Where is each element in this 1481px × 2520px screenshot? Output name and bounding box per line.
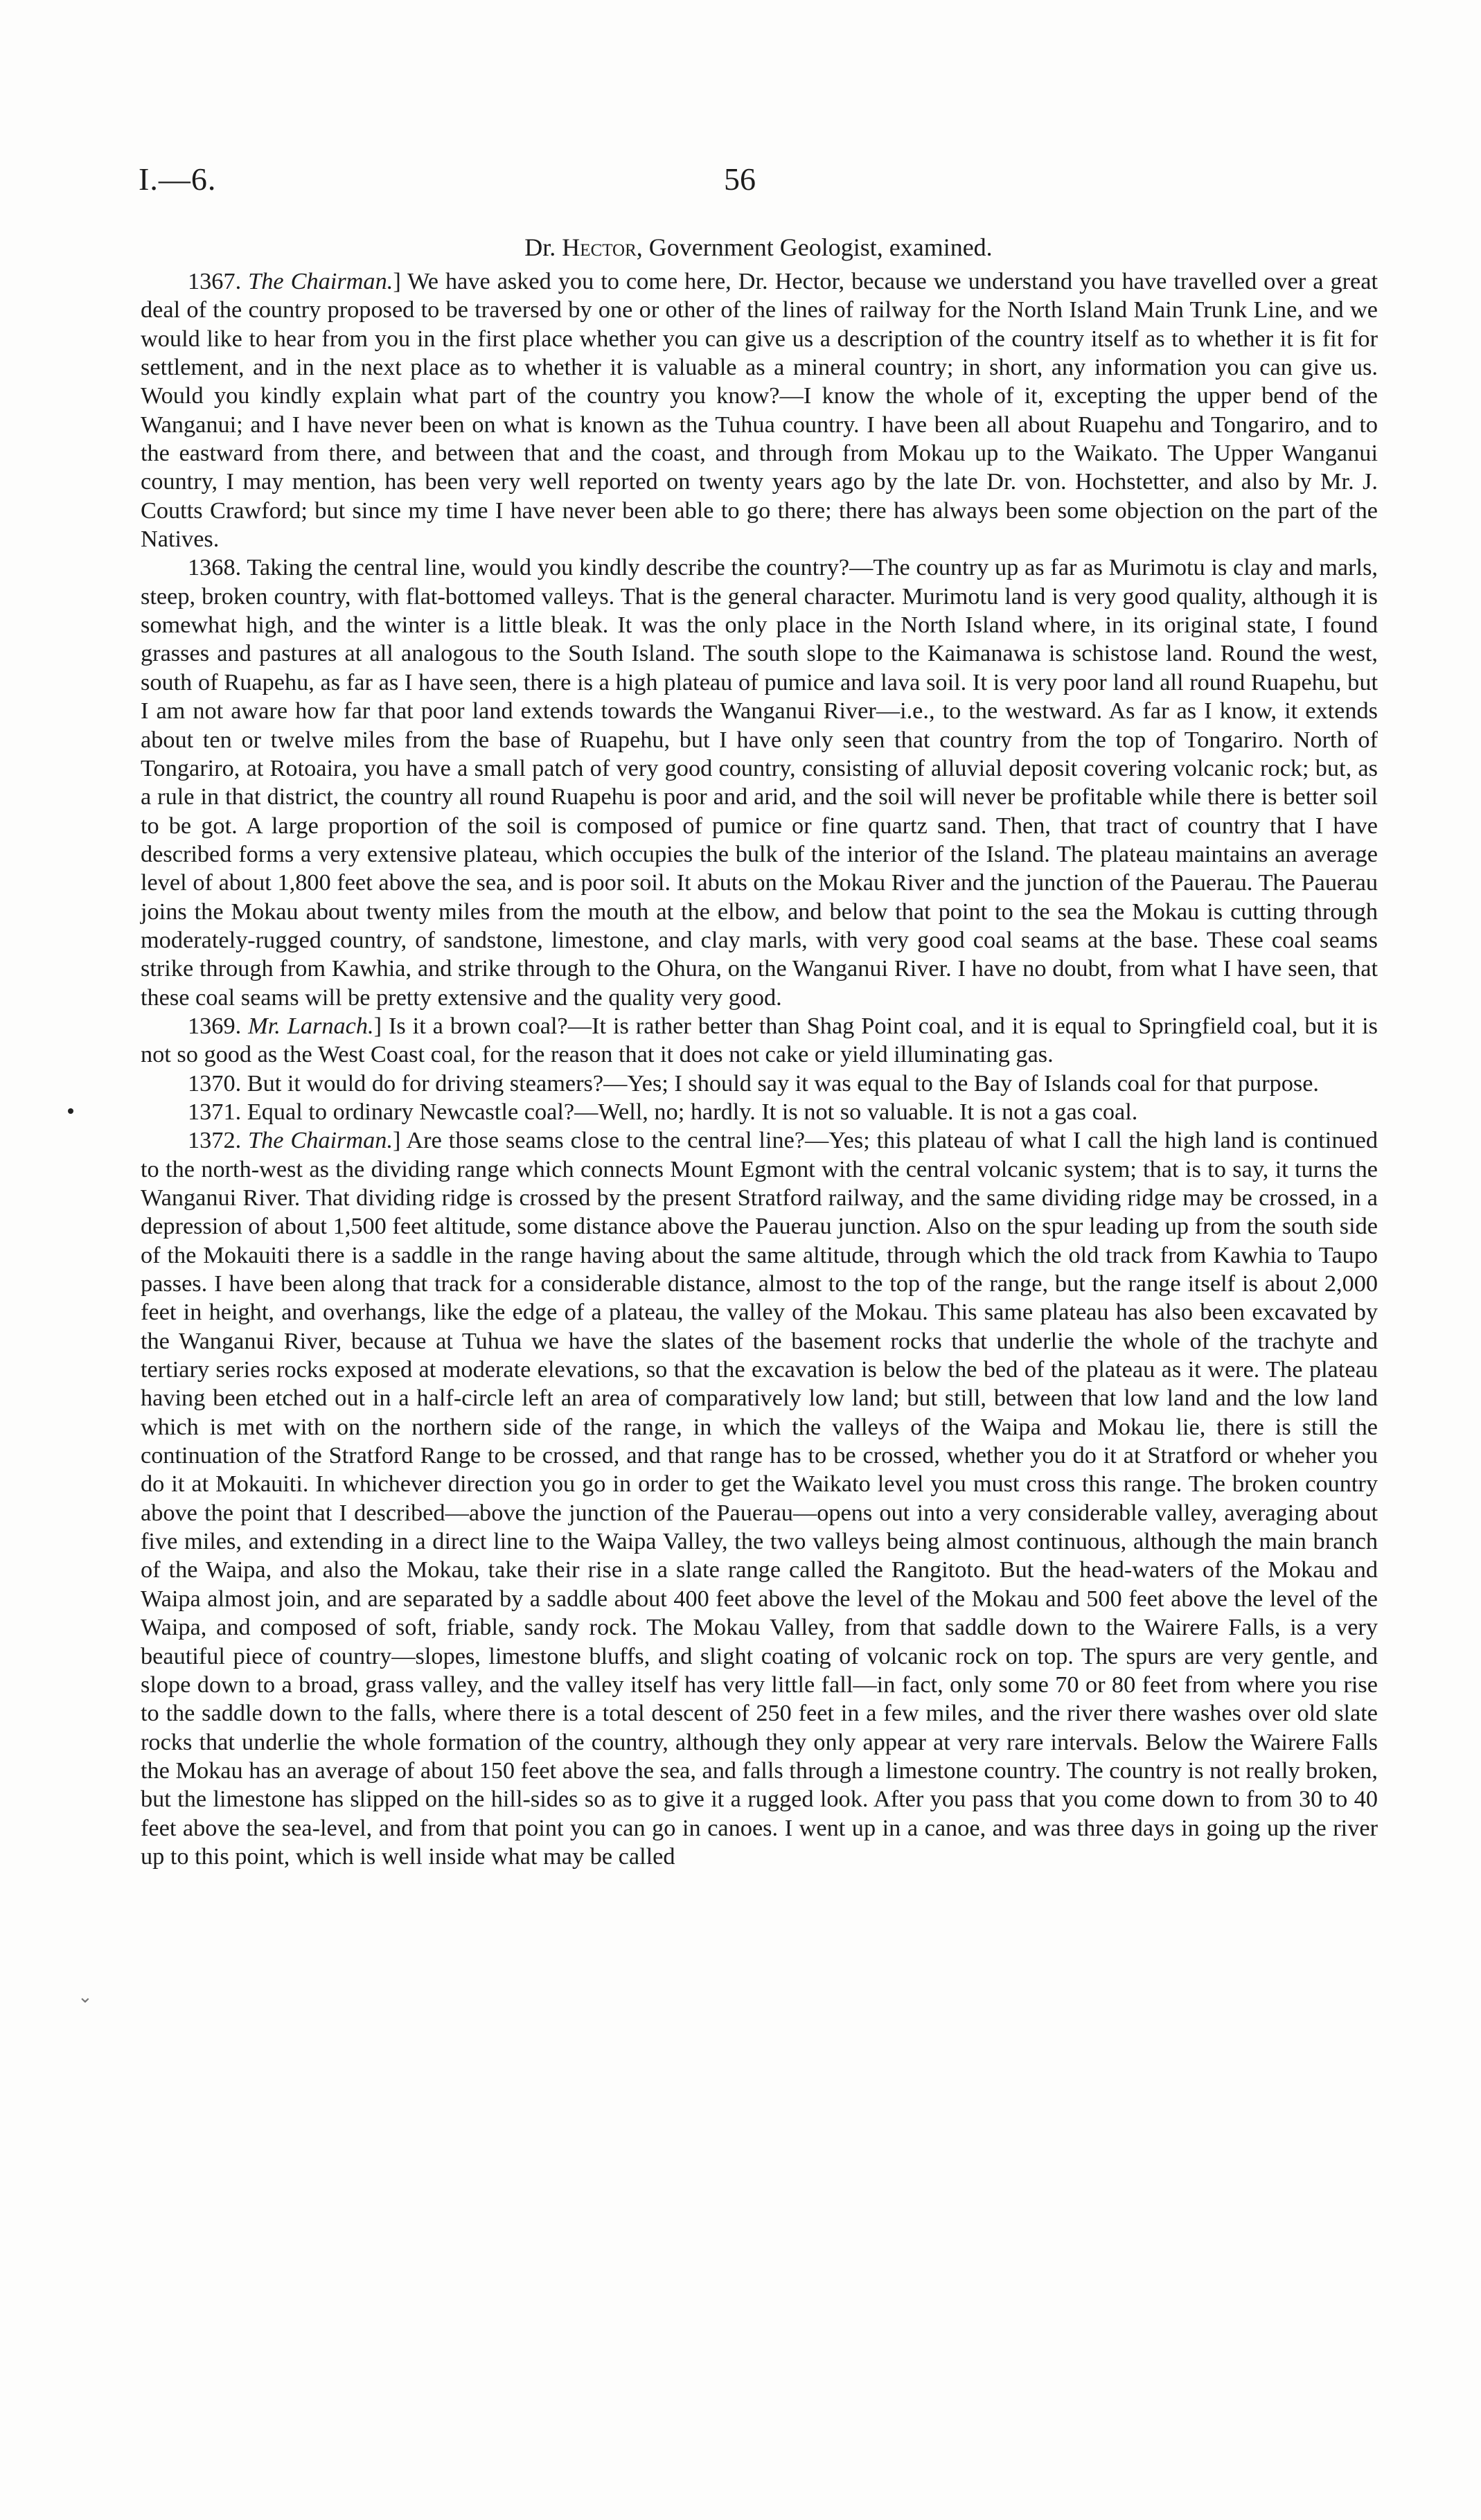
document-reference: I.—6. [139, 161, 217, 197]
margin-tick-mark: ⌄ [78, 1987, 93, 2007]
paragraph-number: 1369. [188, 1012, 242, 1039]
paragraph-text: ] Is it a brown coal?—It is rather better than Shag Point coal, and it is equal to Springfield coal, but it is not so good as the West Coast coal, for the reason that it does not cake or yield illuminating gas. [141, 1012, 1378, 1068]
paragraph-1368 [141, 553, 1378, 1012]
paragraph-1367 [141, 267, 1378, 553]
paragraph-1370 [141, 1070, 1378, 1098]
paragraph-speaker: Mr. Larnach. [248, 1012, 374, 1039]
title-prefix: Dr. [524, 233, 562, 261]
paragraph-text: ] We have asked you to come here, Dr. Hector, because we understand you have travelled over a great deal of the country proposed to be traversed by one or other of the lines of railway for the North Island Main Trunk Line, and we would like to hear from you in the first place whether you can give us a description of the country itself as to whether it is fit for settlement, and in the next place as to whether it is valuable as a mineral country; in short, any information you can give us. Would you kindly explain what part of the country you know?—I know the whole of it, excepting the upper bend of the Wanganui; and I have never been on what is known as the Tuhua country. I have been all about Ruapehu and Tongariro, and to the eastward from there, and between that and the coast, and through from Mokau up to the Waikato. The Upper Wanganui country, I may mention, has been very well reported on twenty years ago by the late Dr. von. Hochstetter, and also by Mr. J. Coutts Crawford; but since my time I have never been able to go there; there has always been some objection on the part of the Natives. [141, 268, 1378, 553]
page-number: 56 [724, 161, 756, 197]
paragraph-number: 1372. [188, 1127, 242, 1154]
paragraph-number: 1368. [188, 554, 242, 581]
paragraph-1371 [141, 1098, 1378, 1126]
margin-ink-dot [68, 1108, 73, 1114]
paragraph-number: 1371. [188, 1098, 242, 1125]
paragraph-number: 1370. [188, 1070, 242, 1097]
paragraph-speaker: The Chairman. [248, 1127, 393, 1154]
paragraph-speaker: The Chairman. [248, 268, 393, 294]
section-title [139, 233, 1378, 262]
paragraph-1372 [141, 1126, 1378, 1871]
paragraph-number: 1367. [188, 268, 242, 294]
paragraph-text: But it would do for driving steamers?—Yes; I should say it was equal to the Bay of Islands coal for that purpose. [241, 1070, 1319, 1097]
paragraph-text: Taking the central line, would you kindly describe the country?—The country up as far as Murimotu is clay and marls, steep, broken country, with flat-bottomed valleys. That is the general character. Murimotu land is very good quality, although it is somewhat high, and the winter is a little bleak. It was the only place in the North Island where, in its original state, I found grasses and pastures at all analogous to the South Island. The south slope to the Kaimanawa is schistose land. Round the west, south of Ruapehu, as far as I have seen, there is a high plateau of pumice and lava soil. It is very poor land all round Ruapehu, but I am not aware how far that poor land extends towards the Wanganui River—i.e., to the westward. As far as I know, it extends about ten or twelve miles from the base of Ruapehu, but I have only seen that country from the top of Tongariro. North of Tongariro, at Rotoaira, you have a small patch of very good country, consisting of alluvial deposit covering volcanic rock; but, as a rule in that district, the country all round Ruapehu is poor and arid, and the soil will never be profitable while there is better soil to be got. A large proportion of the soil is composed of pumice or fine quartz sand. Then, that tract of country that I have described forms a very extensive plateau, which occupies the bulk of the interior of the Island. The plateau maintains an average level of about 1,800 feet above the sea, and is poor soil. It abuts on the Mokau River and the junction of the Pauerau. The Pauerau joins the Mokau about twenty miles from the mouth at the elbow, and below that point to the sea the Mokau is cutting through moderately-rugged country, of sandstone, limestone, and clay marls, with very good coal seams at the base. These coal seams strike through from Kawhia, and strike through to the Ohura, on the Wanganui River. I have no doubt, from what I have seen, that these coal seams will be pretty extensive and the quality very good. [141, 554, 1378, 1011]
paragraph-1369 [141, 1012, 1378, 1070]
paragraph-text: Equal to ordinary Newcastle coal?—Well, no; hardly. It is not so valuable. It is not a gas coal. [241, 1098, 1138, 1125]
title-suffix: , Government Geologist, examined. [636, 233, 993, 261]
paragraph-text: ] Are those seams close to the central line?—Yes; this plateau of what I call the high land is continued to the north-west as the dividing range which connects Mount Egmont with the central volcanic system; that is to say, it turns the Wanganui River. That dividing ridge is crossed by the present Stratford railway, and the same dividing ridge may be crossed, in a depression of about 1,500 feet altitude, some distance above the Pauerau junction. Also on the spur leading up from the south side of the Mokauiti there is a saddle in the range having about the same altitude, through which the old track from Kawhia to Taupo passes. I have been along that track for a considerable distance, almost to the top of the range, but the range itself is about 2,000 feet in height, and overhangs, like the edge of a plateau, the valley of the Mokau. This same plateau has also been excavated by the Wanganui River, because at Tuhua we have the slates of the basement rocks that underlie the whole of the trachyte and tertiary series rocks exposed at moderate elevations, so that the excavation is below the bed of the plateau as it were. The plateau having been etched out in a half-circle left an area of comparatively low land; but still, between that low land and the low land which is met with on the northern side of the range, in which the valleys of the Waipa and Mokau lie, there is still the continuation of the Stratford Range to be crossed, and that range has to be crossed, whether you do it at Stratford or wheher you do it at Mokauiti. In whichever direction you go in order to get the Waikato level you must cross this range. The broken country above the point that I described—above the junction of the Pauerau—opens out into a very considerable valley, averaging about five miles, and extending in a direct line to the Waipa Valley, the two valleys being almost continuous, although the main branch of the Waipa, and also the Mokau, take their rise in a slate range called the Rangitoto. But the head-waters of the Mokau and Waipa almost join, and are separated by a saddle about 400 feet above the level of the Mokau and 500 feet above the level of the Waipa, and composed of soft, friable, sandy rock. The Mokau Valley, from that saddle down to the Wairere Falls, is a very beautiful piece of country—slopes, limestone bluffs, and slight coating of volcanic rock on top. The spurs are very gentle, and slope down to a broad, grass valley, and the valley itself has very little fall—in fact, only some 70 or 80 feet from where you rise to the saddle down to the falls, where there is a total descent of 250 feet in a few miles, and the river there washes over old slate rocks that underlie the whole formation of the country, although they only appear at very rare intervals. Below the Wairere Falls the Mokau has an average of about 150 feet above the sea, and falls through a limestone country. The country is not really broken, but the limestone has slipped on the hill-sides so as to give it a rugged look. After you pass that you come down to from 30 to 40 feet above the sea-level, and from that point you can go in canoes. I went up in a canoe, and was three days in going up the river up to this point, which is well inside what may be called [141, 1127, 1378, 1870]
testimony-body [141, 267, 1378, 1871]
witness-name: Hector [562, 233, 637, 261]
